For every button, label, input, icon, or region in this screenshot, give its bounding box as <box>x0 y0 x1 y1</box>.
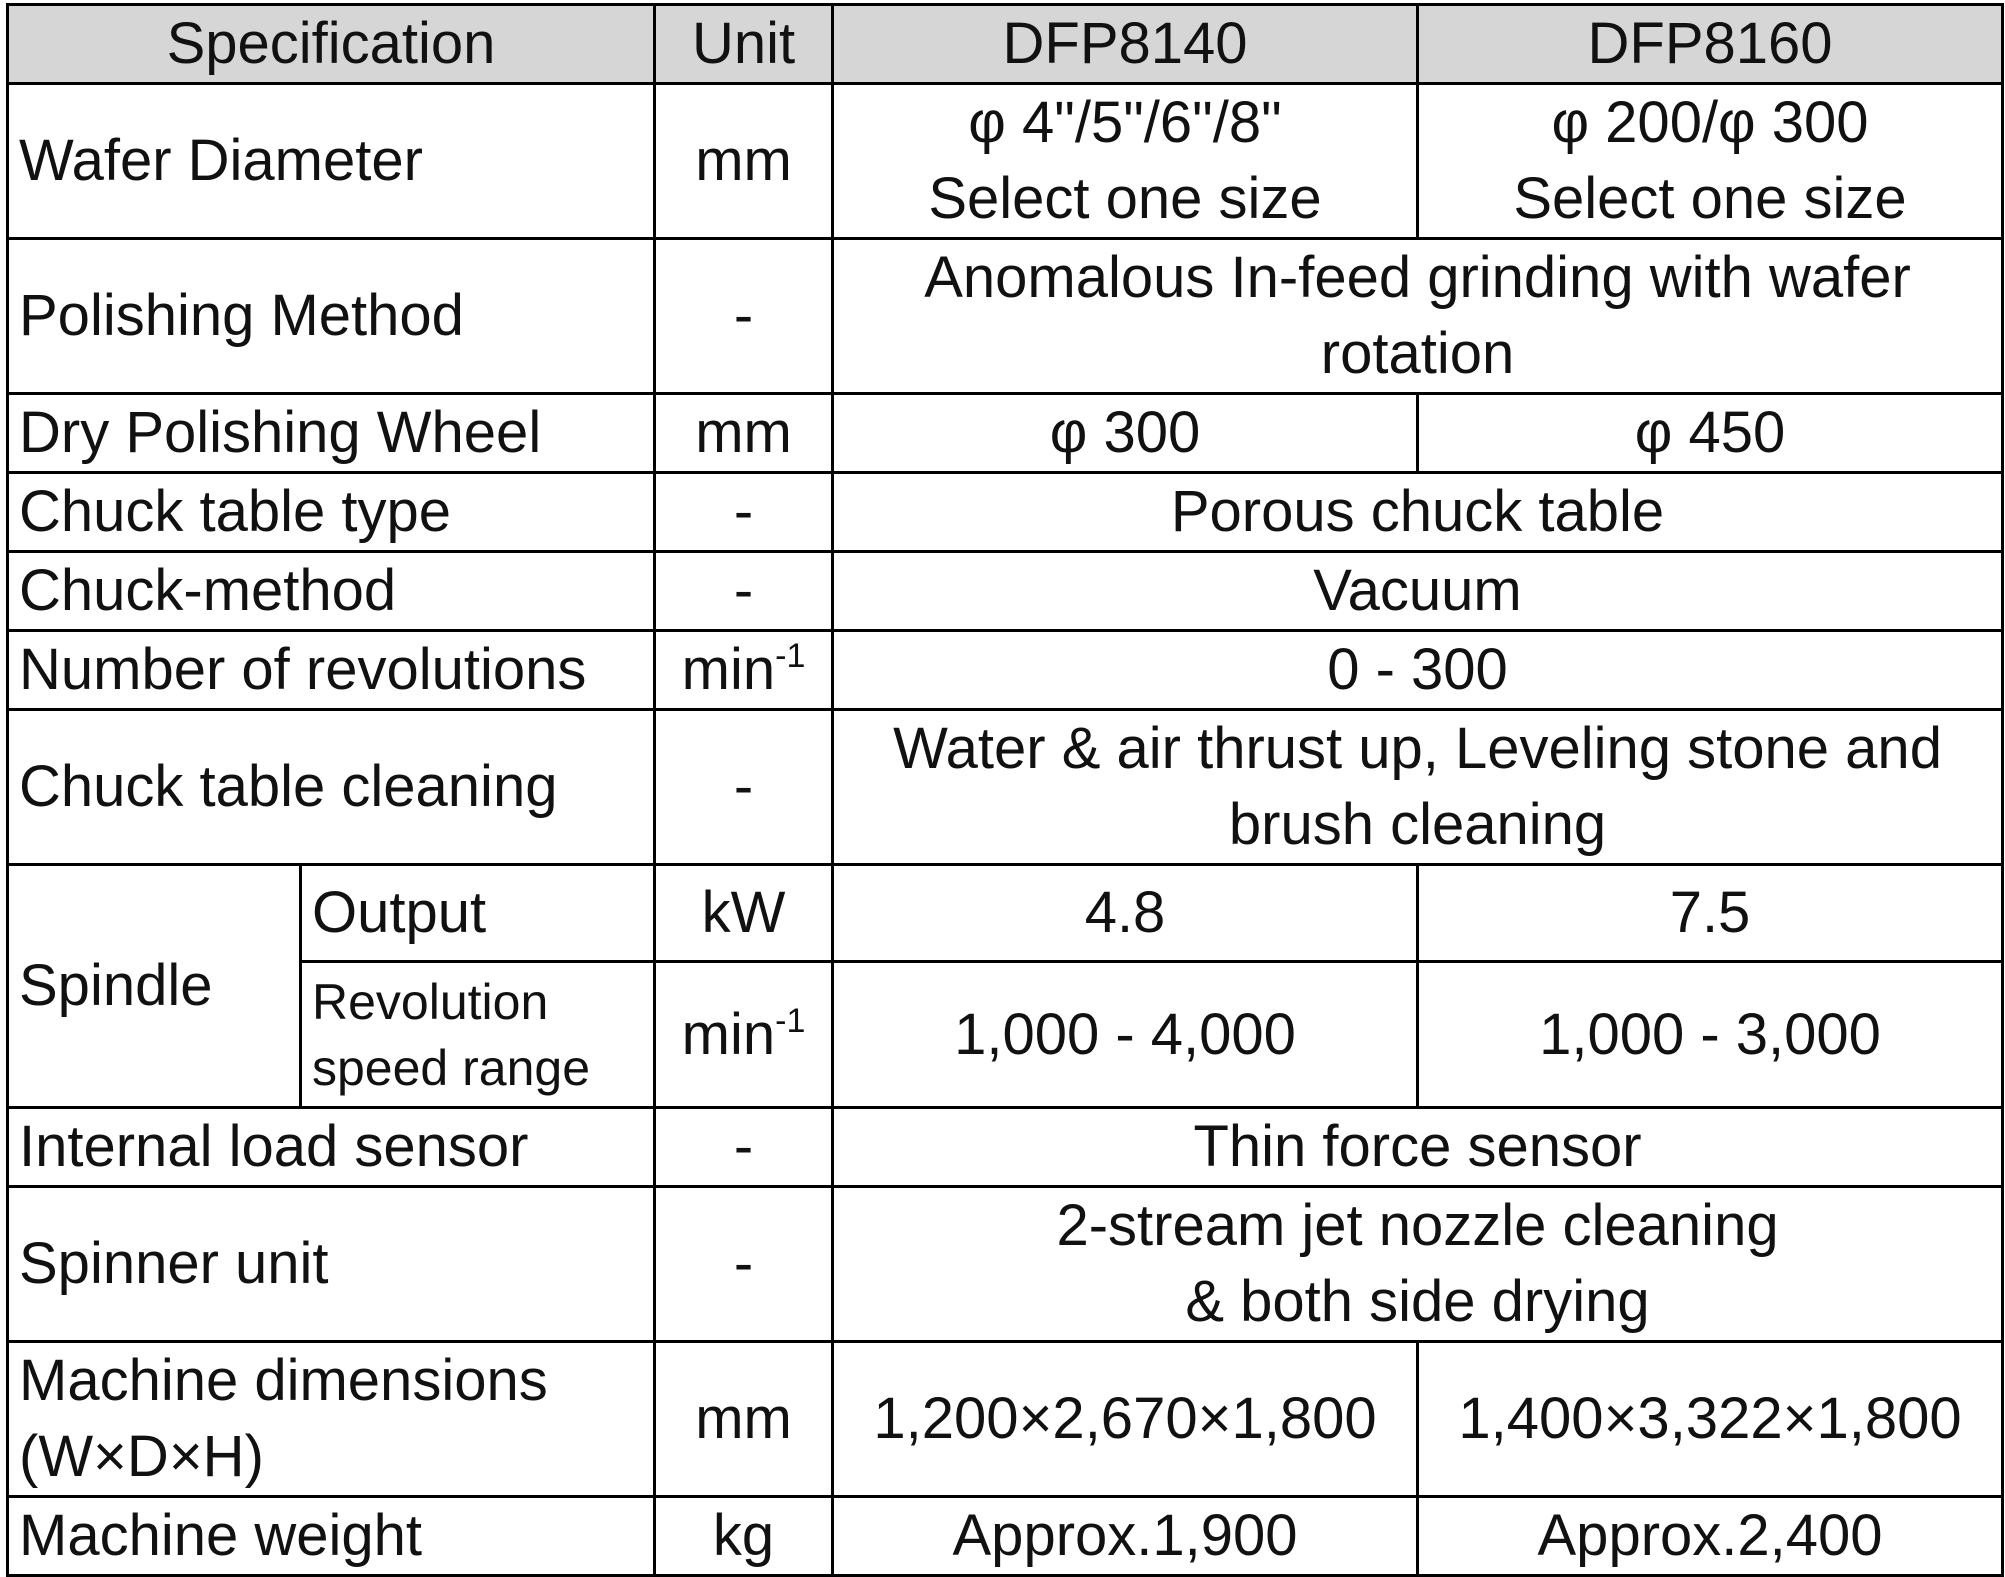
row-sublabel: Output <box>301 865 655 962</box>
unit-exponent: -1 <box>775 1001 806 1040</box>
value-line: Select one size <box>928 166 1322 231</box>
row-spinner-unit <box>8 1187 2003 1342</box>
value-dfp8140 <box>833 84 1418 239</box>
row-unit: mm <box>655 84 833 239</box>
row-chuck-method <box>8 552 2003 631</box>
value-shared: Vacuum <box>833 552 2003 631</box>
row-label: Number of revolutions <box>8 631 655 710</box>
row-unit: - <box>655 710 833 865</box>
row-label: Chuck table type <box>8 473 655 552</box>
value-dfp8160: 1,000 - 3,000 <box>1418 962 2003 1108</box>
header-model-dfp8140: DFP8140 <box>833 5 1418 84</box>
value-dfp8160: 1,400×3,322×1,800 <box>1418 1342 2003 1497</box>
value-line: 2-stream jet nozzle cleaning <box>1056 1193 1779 1258</box>
row-polishing-method <box>8 239 2003 394</box>
row-label <box>8 1342 655 1497</box>
value-dfp8160: Approx.2,400 <box>1418 1497 2003 1576</box>
header-model-dfp8160: DFP8160 <box>1418 5 2003 84</box>
row-machine-weight <box>8 1497 2003 1576</box>
unit-exponent: -1 <box>775 637 806 675</box>
value-line: φ 200/φ 300 <box>1551 90 1869 155</box>
spec-table <box>6 3 2004 1577</box>
row-chuck-table-cleaning <box>8 710 2003 865</box>
row-label: Internal load sensor <box>8 1108 655 1187</box>
row-unit: - <box>655 552 833 631</box>
row-wafer-diameter <box>8 84 2003 239</box>
row-internal-load-sensor <box>8 1108 2003 1187</box>
row-unit <box>655 631 833 710</box>
header-row <box>8 5 2003 84</box>
spindle-group-label: Spindle <box>8 865 301 1108</box>
row-chuck-table-type <box>8 473 2003 552</box>
row-unit: kW <box>655 865 833 962</box>
unit-base: min <box>681 1001 776 1067</box>
row-number-of-revolutions <box>8 631 2003 710</box>
value-dfp8160: φ 450 <box>1418 394 2003 473</box>
label-line: (W×D×H) <box>19 1424 264 1489</box>
row-unit: mm <box>655 394 833 473</box>
row-machine-dimensions <box>8 1342 2003 1497</box>
label-line: Machine dimensions <box>19 1348 548 1413</box>
row-spindle-revolution <box>8 962 2003 1108</box>
header-specification: Specification <box>8 5 655 84</box>
value-line: φ 4"/5"/6"/8" <box>968 90 1282 155</box>
row-label: Spinner unit <box>8 1187 655 1342</box>
row-unit: mm <box>655 1342 833 1497</box>
label-line: speed range <box>312 1039 591 1096</box>
row-unit: - <box>655 239 833 394</box>
row-label: Wafer Diameter <box>8 84 655 239</box>
value-dfp8140: 1,200×2,670×1,800 <box>833 1342 1418 1497</box>
value-dfp8140: Approx.1,900 <box>833 1497 1418 1576</box>
row-unit <box>655 962 833 1108</box>
row-label: Chuck table cleaning <box>8 710 655 865</box>
value-dfp8160 <box>1418 84 2003 239</box>
value-dfp8140: 1,000 - 4,000 <box>833 962 1418 1108</box>
value-dfp8140: φ 300 <box>833 394 1418 473</box>
row-label: Dry Polishing Wheel <box>8 394 655 473</box>
unit-base: min <box>681 637 776 702</box>
row-sublabel <box>301 962 655 1108</box>
value-dfp8160: 7.5 <box>1418 865 2003 962</box>
row-unit: - <box>655 1108 833 1187</box>
row-label: Machine weight <box>8 1497 655 1576</box>
row-unit: - <box>655 473 833 552</box>
value-shared: Water & air thrust up, Leveling stone and brush cleaning <box>833 710 2003 865</box>
value-shared: Porous chuck table <box>833 473 2003 552</box>
row-label: Polishing Method <box>8 239 655 394</box>
header-unit: Unit <box>655 5 833 84</box>
row-spindle-output <box>8 865 2003 962</box>
row-unit: kg <box>655 1497 833 1576</box>
value-line: & both side drying <box>1185 1269 1650 1334</box>
value-shared <box>833 1187 2003 1342</box>
value-line: Select one size <box>1513 166 1907 231</box>
value-shared: 0 - 300 <box>833 631 2003 710</box>
label-line: Revolution <box>312 973 549 1030</box>
value-shared: Thin force sensor <box>833 1108 2003 1187</box>
row-unit: - <box>655 1187 833 1342</box>
value-dfp8140: 4.8 <box>833 865 1418 962</box>
row-dry-polishing-wheel <box>8 394 2003 473</box>
row-label: Chuck-method <box>8 552 655 631</box>
value-shared: Anomalous In-feed grinding with wafer rotation <box>833 239 2003 394</box>
